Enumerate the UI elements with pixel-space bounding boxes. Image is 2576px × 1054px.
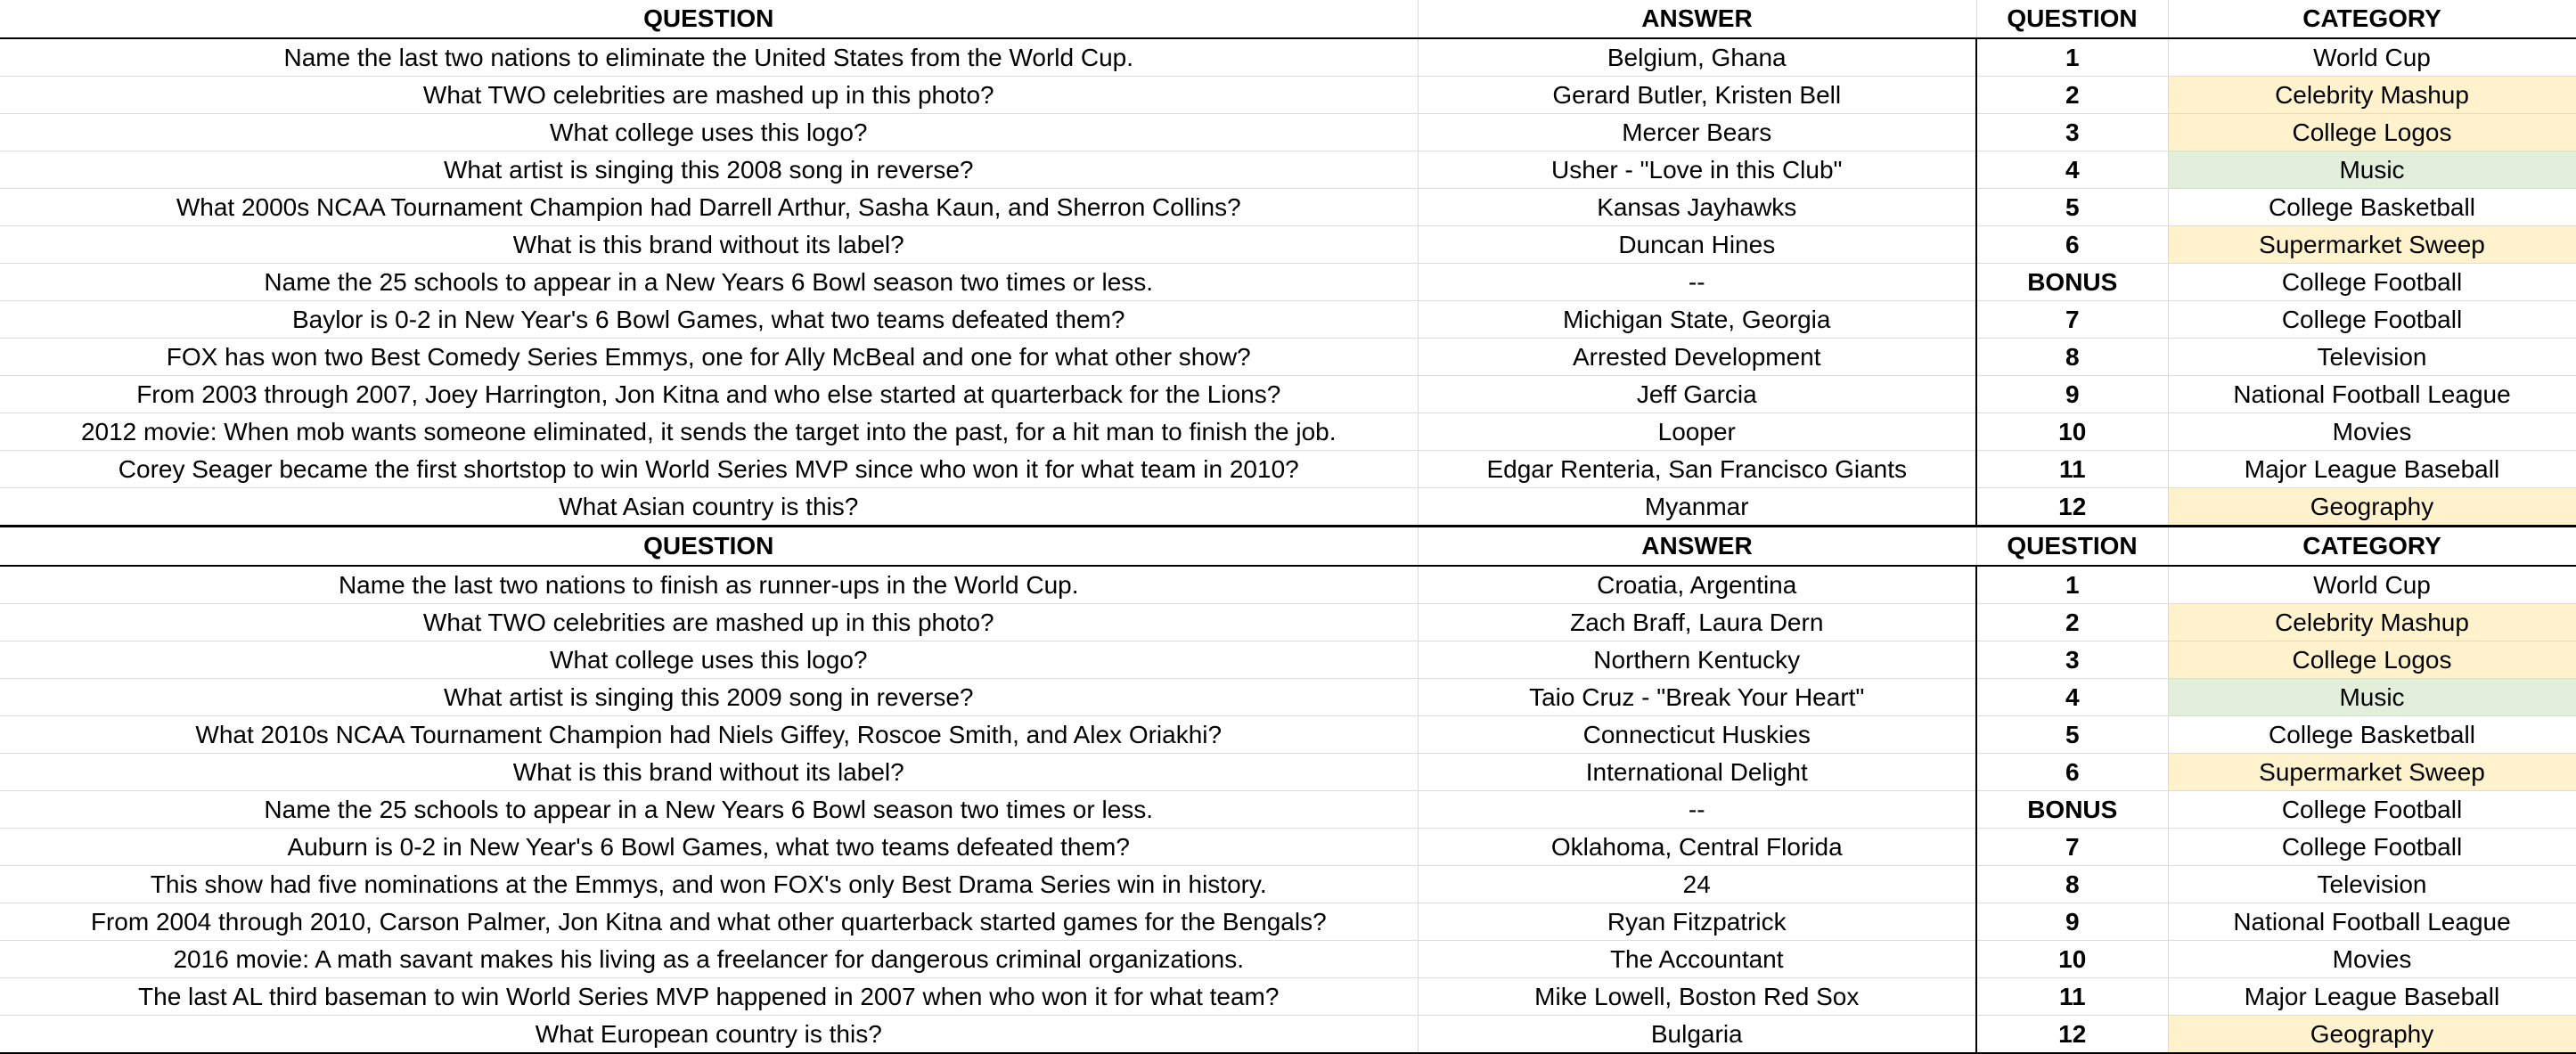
answer-cell[interactable]: Northern Kentucky (1418, 641, 1976, 679)
category-cell[interactable]: Television (2168, 866, 2576, 903)
table-row (0, 941, 2576, 978)
question-number-cell[interactable]: BONUS (1976, 791, 2168, 829)
answer-cell[interactable]: Croatia, Argentina (1418, 566, 1976, 604)
category-cell[interactable]: Geography (2168, 488, 2576, 527)
header-category[interactable]: CATEGORY (2168, 527, 2576, 567)
table-row (0, 376, 2576, 413)
question-number-cell[interactable]: 5 (1976, 189, 2168, 226)
question-number-cell[interactable]: 1 (1976, 38, 2168, 77)
answer-cell[interactable]: Arrested Development (1418, 339, 1976, 376)
answer-cell[interactable]: Edgar Renteria, San Francisco Giants (1418, 451, 1976, 488)
question-number-cell[interactable]: 3 (1976, 114, 2168, 151)
question-number-cell[interactable]: BONUS (1976, 264, 2168, 301)
question-cell[interactable]: What artist is singing this 2009 song in reverse? (0, 679, 1418, 716)
question-cell[interactable]: Corey Seager became the first shortstop to win World Series MVP since who won it for what team in 2010? (0, 451, 1418, 488)
question-number-cell[interactable]: 1 (1976, 566, 2168, 604)
answer-cell[interactable]: Mercer Bears (1418, 114, 1976, 151)
category-cell[interactable]: Major League Baseball (2168, 978, 2576, 1016)
answer-cell[interactable]: Bulgaria (1418, 1016, 1976, 1054)
question-cell[interactable]: What TWO celebrities are mashed up in this photo? (0, 77, 1418, 114)
answer-cell[interactable]: The Accountant (1418, 941, 1976, 978)
question-cell[interactable]: Name the last two nations to eliminate the United States from the World Cup. (0, 38, 1418, 77)
table-row (0, 451, 2576, 488)
question-cell[interactable]: Name the 25 schools to appear in a New Years 6 Bowl season two times or less. (0, 791, 1418, 829)
answer-cell[interactable]: Usher - "Love in this Club" (1418, 151, 1976, 189)
question-number-cell[interactable]: 6 (1976, 226, 2168, 264)
table-row (0, 488, 2576, 527)
category-cell[interactable]: Geography (2168, 1016, 2576, 1054)
category-cell[interactable]: College Logos (2168, 114, 2576, 151)
question-cell[interactable]: From 2004 through 2010, Carson Palmer, Jon Kitna and what other quarterback started games for the Bengals? (0, 903, 1418, 941)
table-row (0, 978, 2576, 1016)
question-number-cell[interactable]: 10 (1976, 941, 2168, 978)
answer-cell[interactable]: Duncan Hines (1418, 226, 1976, 264)
category-cell[interactable]: College Logos (2168, 641, 2576, 679)
question-cell[interactable]: What European country is this? (0, 1016, 1418, 1054)
answer-cell[interactable]: Oklahoma, Central Florida (1418, 829, 1976, 866)
header-number[interactable]: QUESTION (1976, 0, 2168, 38)
question-cell[interactable]: Baylor is 0-2 in New Year's 6 Bowl Games, what two teams defeated them? (0, 301, 1418, 339)
answer-cell[interactable]: International Delight (1418, 754, 1976, 791)
answer-cell[interactable]: Connecticut Huskies (1418, 716, 1976, 754)
question-cell[interactable]: What is this brand without its label? (0, 226, 1418, 264)
answer-cell[interactable]: Michigan State, Georgia (1418, 301, 1976, 339)
table-row (0, 114, 2576, 151)
category-cell[interactable]: College Football (2168, 829, 2576, 866)
question-number-cell[interactable]: 8 (1976, 866, 2168, 903)
category-cell[interactable]: College Football (2168, 301, 2576, 339)
header-answer[interactable]: ANSWER (1418, 0, 1976, 38)
question-number-cell[interactable]: 9 (1976, 903, 2168, 941)
table-row (0, 226, 2576, 264)
table-row (0, 38, 2576, 77)
category-cell[interactable]: World Cup (2168, 566, 2576, 604)
category-cell[interactable]: College Football (2168, 264, 2576, 301)
table-row (0, 413, 2576, 451)
question-cell[interactable]: 2012 movie: When mob wants someone eliminated, it sends the target into the past, for a hit man to finish the job. (0, 413, 1418, 451)
answer-cell[interactable]: Gerard Butler, Kristen Bell (1418, 77, 1976, 114)
category-cell[interactable]: Music (2168, 151, 2576, 189)
answer-cell[interactable]: Kansas Jayhawks (1418, 189, 1976, 226)
table-row (0, 641, 2576, 679)
question-cell[interactable]: 2016 movie: A math savant makes his living as a freelancer for dangerous criminal organizations. (0, 941, 1418, 978)
question-cell[interactable]: What artist is singing this 2008 song in reverse? (0, 151, 1418, 189)
header-question[interactable]: QUESTION (0, 0, 1418, 38)
answer-cell[interactable]: -- (1418, 791, 1976, 829)
question-cell[interactable]: FOX has won two Best Comedy Series Emmys, one for Ally McBeal and one for what other show? (0, 339, 1418, 376)
header-row (0, 0, 2576, 38)
question-cell[interactable]: What is this brand without its label? (0, 754, 1418, 791)
answer-cell[interactable]: Taio Cruz - "Break Your Heart" (1418, 679, 1976, 716)
category-cell[interactable]: Supermarket Sweep (2168, 226, 2576, 264)
table-row (0, 189, 2576, 226)
category-cell[interactable]: College Football (2168, 791, 2576, 829)
header-question[interactable]: QUESTION (0, 527, 1418, 567)
question-number-cell[interactable]: 12 (1976, 488, 2168, 527)
table-row (0, 301, 2576, 339)
question-number-cell[interactable]: 6 (1976, 754, 2168, 791)
question-number-cell[interactable]: 11 (1976, 451, 2168, 488)
answer-cell[interactable]: Belgium, Ghana (1418, 38, 1976, 77)
category-cell[interactable]: National Football League (2168, 903, 2576, 941)
table-row (0, 754, 2576, 791)
answer-cell[interactable]: Zach Braff, Laura Dern (1418, 604, 1976, 641)
category-cell[interactable]: Major League Baseball (2168, 451, 2576, 488)
table-row (0, 791, 2576, 829)
answer-cell[interactable]: -- (1418, 264, 1976, 301)
table-row (0, 903, 2576, 941)
table-row (0, 679, 2576, 716)
question-cell[interactable]: What college uses this logo? (0, 641, 1418, 679)
question-cell[interactable]: What 2010s NCAA Tournament Champion had Niels Giffey, Roscoe Smith, and Alex Oriakhi? (0, 716, 1418, 754)
question-cell[interactable]: From 2003 through 2007, Joey Harrington, Jon Kitna and who else started at quarterback for the Lions? (0, 376, 1418, 413)
table-row (0, 77, 2576, 114)
question-number-cell[interactable]: 12 (1976, 1016, 2168, 1054)
category-cell[interactable]: Movies (2168, 941, 2576, 978)
question-cell[interactable]: Name the 25 schools to appear in a New Years 6 Bowl season two times or less. (0, 264, 1418, 301)
category-cell[interactable]: Celebrity Mashup (2168, 77, 2576, 114)
question-cell[interactable]: What 2000s NCAA Tournament Champion had Darrell Arthur, Sasha Kaun, and Sherron Collins? (0, 189, 1418, 226)
question-cell[interactable]: What TWO celebrities are mashed up in this photo? (0, 604, 1418, 641)
question-number-cell[interactable]: 7 (1976, 829, 2168, 866)
header-answer[interactable]: ANSWER (1418, 527, 1976, 567)
question-number-cell[interactable]: 3 (1976, 641, 2168, 679)
answer-cell[interactable]: Jeff Garcia (1418, 376, 1976, 413)
answer-cell[interactable]: Mike Lowell, Boston Red Sox (1418, 978, 1976, 1016)
answer-cell[interactable]: Looper (1418, 413, 1976, 451)
answer-cell[interactable]: Myanmar (1418, 488, 1976, 527)
category-cell[interactable]: Supermarket Sweep (2168, 754, 2576, 791)
category-cell[interactable]: College Basketball (2168, 716, 2576, 754)
question-number-cell[interactable]: 9 (1976, 376, 2168, 413)
table-row (0, 829, 2576, 866)
question-cell[interactable]: What Asian country is this? (0, 488, 1418, 527)
table-row (0, 151, 2576, 189)
table-row (0, 566, 2576, 604)
question-number-cell[interactable]: 4 (1976, 151, 2168, 189)
question-cell[interactable]: This show had five nominations at the Emmys, and won FOX's only Best Drama Series win in history. (0, 866, 1418, 903)
question-cell[interactable]: What college uses this logo? (0, 114, 1418, 151)
answer-cell[interactable]: Ryan Fitzpatrick (1418, 903, 1976, 941)
question-number-cell[interactable]: 8 (1976, 339, 2168, 376)
question-cell[interactable]: Auburn is 0-2 in New Year's 6 Bowl Games, what two teams defeated them? (0, 829, 1418, 866)
category-cell[interactable]: Movies (2168, 413, 2576, 451)
table-row (0, 604, 2576, 641)
question-cell[interactable]: Name the last two nations to finish as runner-ups in the World Cup. (0, 566, 1418, 604)
category-cell[interactable]: Music (2168, 679, 2576, 716)
table-row (0, 264, 2576, 301)
header-category[interactable]: CATEGORY (2168, 0, 2576, 38)
header-number[interactable]: QUESTION (1976, 527, 2168, 567)
question-number-cell[interactable]: 7 (1976, 301, 2168, 339)
question-number-cell[interactable]: 2 (1976, 77, 2168, 114)
question-number-cell[interactable]: 11 (1976, 978, 2168, 1016)
question-number-cell[interactable]: 5 (1976, 716, 2168, 754)
answer-cell[interactable]: 24 (1418, 866, 1976, 903)
question-number-cell[interactable]: 4 (1976, 679, 2168, 716)
category-cell[interactable]: College Basketball (2168, 189, 2576, 226)
table-row (0, 866, 2576, 903)
question-number-cell[interactable]: 2 (1976, 604, 2168, 641)
category-cell[interactable]: National Football League (2168, 376, 2576, 413)
table-row (0, 1016, 2576, 1054)
question-number-cell[interactable]: 10 (1976, 413, 2168, 451)
category-cell[interactable]: Television (2168, 339, 2576, 376)
category-cell[interactable]: World Cup (2168, 38, 2576, 77)
table-row (0, 716, 2576, 754)
table-row (0, 339, 2576, 376)
question-cell[interactable]: The last AL third baseman to win World Series MVP happened in 2007 when who won it for what team? (0, 978, 1418, 1016)
header-row (0, 527, 2576, 567)
category-cell[interactable]: Celebrity Mashup (2168, 604, 2576, 641)
